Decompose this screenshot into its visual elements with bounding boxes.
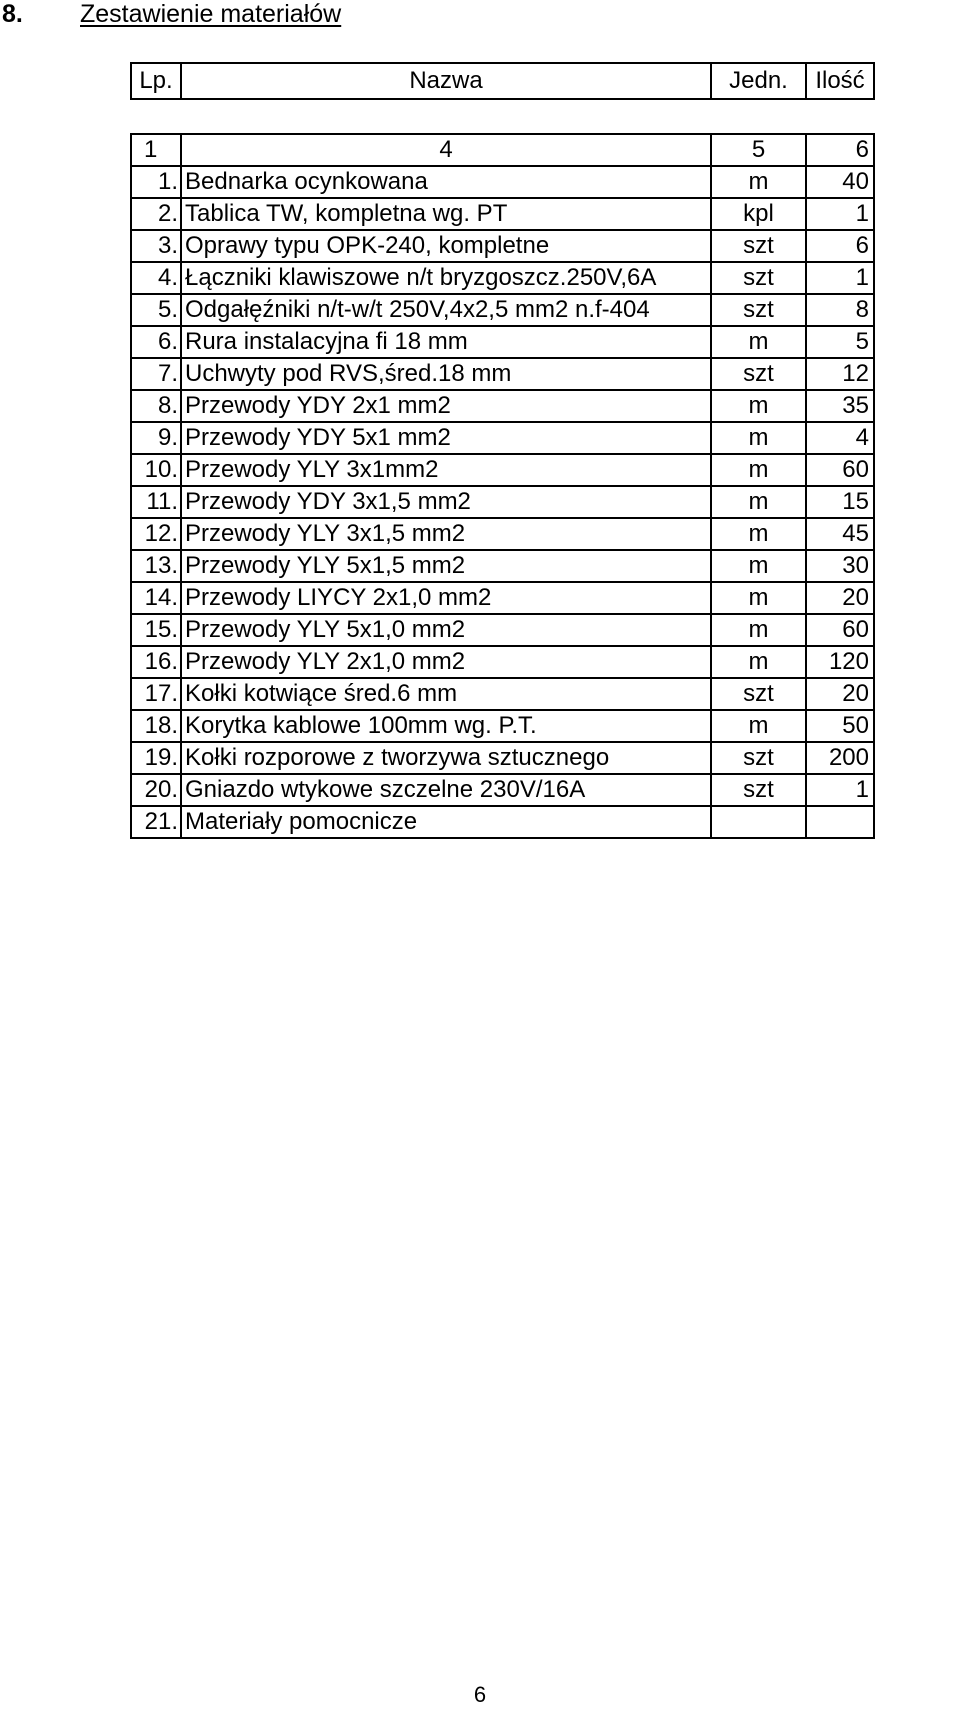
row-unit: m — [711, 454, 806, 486]
row-lp: 21. — [131, 806, 181, 838]
row-qty: 12 — [806, 358, 874, 390]
row-unit: m — [711, 486, 806, 518]
row-name: Przewody YDY 2x1 mm2 — [181, 390, 711, 422]
materials-table — [130, 133, 875, 839]
table-row — [131, 230, 874, 262]
row-unit: szt — [711, 678, 806, 710]
row-unit: szt — [711, 742, 806, 774]
section-number: 8. — [2, 0, 23, 28]
row-qty: 8 — [806, 294, 874, 326]
row-unit: m — [711, 550, 806, 582]
row-lp: 18. — [131, 710, 181, 742]
row-lp: 7. — [131, 358, 181, 390]
row-name: Bednarka ocynkowana — [181, 166, 711, 198]
column-number-name: 4 — [181, 134, 711, 166]
row-qty: 200 — [806, 742, 874, 774]
header-qty: Ilość — [806, 63, 874, 99]
row-unit: m — [711, 582, 806, 614]
table-row — [131, 358, 874, 390]
row-name: Kołki kotwiące śred.6 mm — [181, 678, 711, 710]
column-number-unit: 5 — [711, 134, 806, 166]
row-qty: 30 — [806, 550, 874, 582]
row-qty: 1 — [806, 774, 874, 806]
header-lp: Lp. — [131, 63, 181, 99]
table-row — [131, 518, 874, 550]
row-name: Rura instalacyjna fi 18 mm — [181, 326, 711, 358]
row-qty: 6 — [806, 230, 874, 262]
row-unit: szt — [711, 294, 806, 326]
row-name: Przewody LIYCY 2x1,0 mm2 — [181, 582, 711, 614]
row-lp: 17. — [131, 678, 181, 710]
row-lp: 3. — [131, 230, 181, 262]
row-unit: szt — [711, 774, 806, 806]
table-row — [131, 454, 874, 486]
row-qty: 60 — [806, 614, 874, 646]
row-qty: 1 — [806, 198, 874, 230]
page-number: 6 — [473, 1682, 487, 1707]
table-row — [131, 262, 874, 294]
row-name: Materiały pomocnicze — [181, 806, 711, 838]
table-row — [131, 710, 874, 742]
table-row — [131, 774, 874, 806]
row-lp: 2. — [131, 198, 181, 230]
row-qty: 5 — [806, 326, 874, 358]
row-name: Przewody YDY 3x1,5 mm2 — [181, 486, 711, 518]
row-qty: 4 — [806, 422, 874, 454]
row-qty: 1 — [806, 262, 874, 294]
row-unit: m — [711, 614, 806, 646]
row-name: Przewody YDY 5x1 mm2 — [181, 422, 711, 454]
row-qty — [806, 806, 874, 838]
table-row — [131, 550, 874, 582]
row-unit: m — [711, 326, 806, 358]
row-qty: 45 — [806, 518, 874, 550]
row-lp: 6. — [131, 326, 181, 358]
row-qty: 15 — [806, 486, 874, 518]
row-lp: 20. — [131, 774, 181, 806]
row-name: Kołki rozporowe z tworzywa sztucznego — [181, 742, 711, 774]
table-row — [131, 166, 874, 198]
table-row — [131, 422, 874, 454]
row-name: Przewody YLY 5x1,5 mm2 — [181, 550, 711, 582]
row-lp: 4. — [131, 262, 181, 294]
row-lp: 15. — [131, 614, 181, 646]
row-name: Oprawy typu OPK-240, kompletne — [181, 230, 711, 262]
row-lp: 9. — [131, 422, 181, 454]
row-qty: 60 — [806, 454, 874, 486]
row-lp: 11. — [131, 486, 181, 518]
row-unit: kpl — [711, 198, 806, 230]
row-lp: 1. — [131, 166, 181, 198]
row-qty: 35 — [806, 390, 874, 422]
row-lp: 12. — [131, 518, 181, 550]
column-number-lp: 1 — [131, 134, 181, 166]
row-unit: m — [711, 422, 806, 454]
table-row — [131, 198, 874, 230]
table-row — [131, 390, 874, 422]
column-number-qty: 6 — [806, 134, 874, 166]
table-row — [131, 294, 874, 326]
row-lp: 19. — [131, 742, 181, 774]
table-row — [131, 646, 874, 678]
section-heading — [2, 0, 341, 28]
table-row — [131, 678, 874, 710]
header-unit: Jedn. — [711, 63, 806, 99]
table-row — [131, 742, 874, 774]
materials-table-body — [131, 134, 874, 838]
row-qty: 20 — [806, 582, 874, 614]
row-lp: 14. — [131, 582, 181, 614]
row-lp: 16. — [131, 646, 181, 678]
row-unit: szt — [711, 358, 806, 390]
row-name: Przewody YLY 3x1,5 mm2 — [181, 518, 711, 550]
table-row — [131, 614, 874, 646]
column-number-row — [131, 134, 874, 166]
row-lp: 10. — [131, 454, 181, 486]
row-qty: 50 — [806, 710, 874, 742]
table-row — [131, 486, 874, 518]
row-unit: szt — [711, 262, 806, 294]
row-name: Przewody YLY 2x1,0 mm2 — [181, 646, 711, 678]
table-row — [131, 582, 874, 614]
table-row — [131, 326, 874, 358]
header-row — [131, 63, 874, 99]
row-name: Korytka kablowe 100mm wg. P.T. — [181, 710, 711, 742]
row-unit: m — [711, 518, 806, 550]
row-lp: 13. — [131, 550, 181, 582]
row-name: Uchwyty pod RVS,śred.18 mm — [181, 358, 711, 390]
materials-header-table — [130, 62, 875, 100]
row-name: Tablica TW, kompletna wg. PT — [181, 198, 711, 230]
row-unit: m — [711, 646, 806, 678]
row-name: Przewody YLY 5x1,0 mm2 — [181, 614, 711, 646]
section-title: Zestawienie materiałów — [80, 0, 342, 28]
row-qty: 40 — [806, 166, 874, 198]
row-lp: 5. — [131, 294, 181, 326]
row-unit: szt — [711, 230, 806, 262]
row-unit: m — [711, 710, 806, 742]
row-name: Przewody YLY 3x1mm2 — [181, 454, 711, 486]
table-row — [131, 806, 874, 838]
row-lp: 8. — [131, 390, 181, 422]
row-qty: 120 — [806, 646, 874, 678]
row-name: Gniazdo wtykowe szczelne 230V/16A — [181, 774, 711, 806]
header-name: Nazwa — [181, 63, 711, 99]
row-unit: m — [711, 390, 806, 422]
row-qty: 20 — [806, 678, 874, 710]
row-unit: m — [711, 166, 806, 198]
row-name: Odgałęźniki n/t-w/t 250V,4x2,5 mm2 n.f-404 — [181, 294, 711, 326]
row-name: Łączniki klawiszowe n/t bryzgoszcz.250V,6A — [181, 262, 711, 294]
row-unit — [711, 806, 806, 838]
